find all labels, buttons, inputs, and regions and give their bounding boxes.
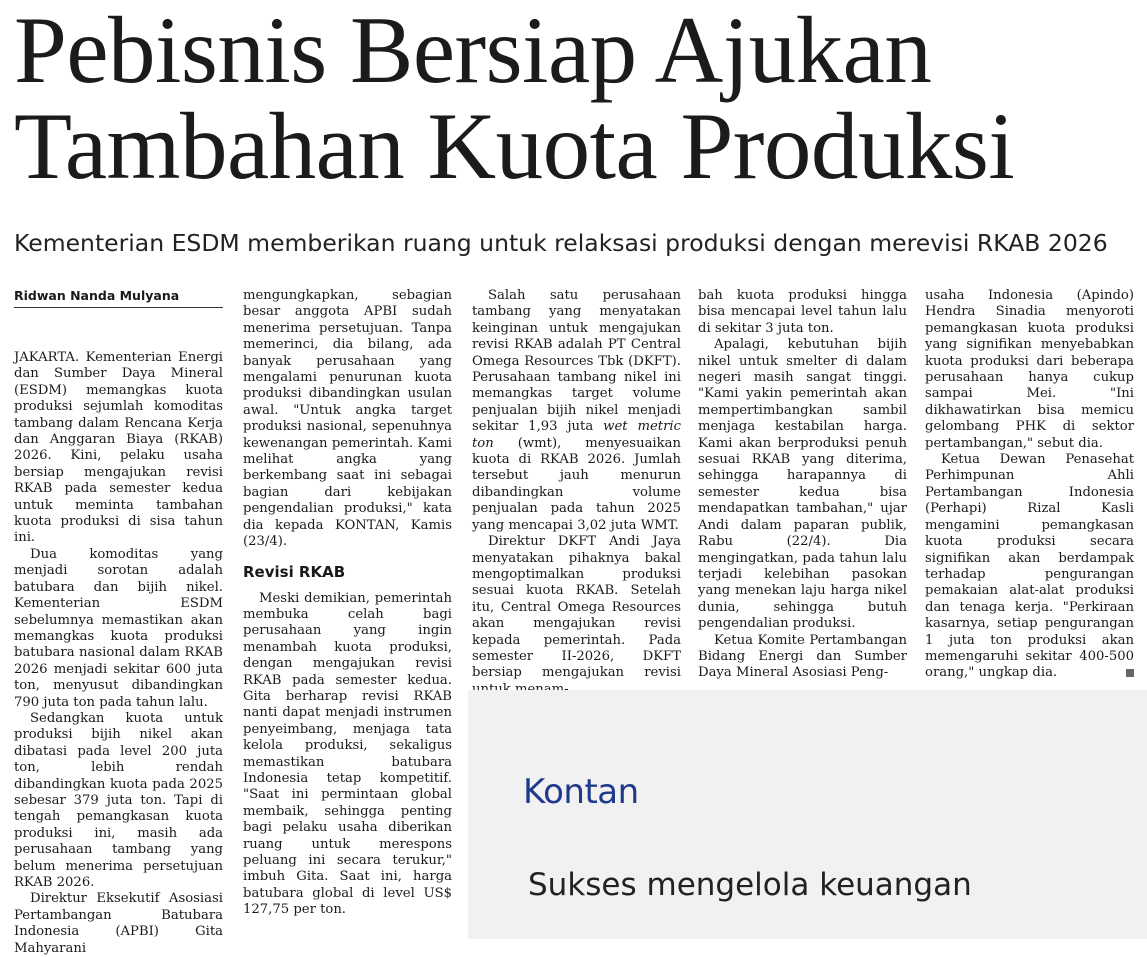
kontan-logo: Kontan bbox=[523, 772, 639, 812]
paragraph: Direktur DKFT Andi Jaya menyatakan pihaknya bakal mengoptimalkan produksi sesuai kuota RKAB. Setelah itu, Central Omega Resources akan mengajukan revisi kepada pemerintah. Pada semester II-2026, DKFT bersiap mengajukan revisi bbox=[472, 534, 681, 681]
italic-term: wet metric ton bbox=[472, 419, 681, 451]
article-column-2 bbox=[243, 288, 452, 919]
paragraph: Apalagi, kebutuhan bijih nikel untuk smelter di dalam negeri masih sangat tinggi. "Kami yakin pemerintah akan mempertimbangkan sambil menjaga kestabilan harga. Kami akan berproduksi penuh sesuai RKAB yang diterima, sehingga harapannya di semester kedua bisa mendapatkan tambahan," ujar Andi dalam paparan publik, Rabu (22/4). Dia mengingatkan, pada tahun lalu terjadi kelebihan pasokan yang menekan laju harga nikel dunia, sehingga butuh pengendalian produksi. bbox=[698, 337, 907, 632]
article-column-3 bbox=[472, 288, 681, 698]
advertisement[interactable] bbox=[468, 690, 1147, 939]
text-run: Salah satu perusahaan tambang yang menyatakan keinginan untuk mengajukan revisi RKAB adalah PT Central Omega Resources Tbk (DKFT). Perusahaan tambang nikel ini memangkas target volume penjualan bijih nikel menjadi sekitar 1,93 juta bbox=[472, 288, 681, 435]
paragraph: Dua komoditas yang menjadi sorotan adalah batubara dan bijih nikel. Kementerian ESDM sebelumnya memastikan akan memangkas kuota produksi batubara nasional dalam RKAB 2026 menjadi sekitar 600 juta ton, menyusut dibandingkan 790 juta ton pada tahun lalu. bbox=[14, 546, 223, 710]
text-run: Ketua Dewan Penasehat Perhimpunan Ahli Pertambangan Indonesia (Perhapi) Rizal Kasli mengamini pemangkasan kuota produksi secara signifikan akan berdampak terhadap pengurangan pemakaian alat-alat produksi dan tenaga kerja. "Perkiraan kasarnya, setiap pengurangan 1 juta ton produksi akan memengaruhi sekitar 400-500 orang," ungkap dia. bbox=[925, 452, 1134, 681]
section-heading: Revisi RKAB bbox=[243, 562, 346, 581]
ad-tagline: Sukses mengelola keuangan bbox=[528, 867, 972, 903]
headline bbox=[14, 0, 1134, 199]
paragraph: Sedangkan kuota untuk produksi bijih nikel akan dibatasi pada level 200 juta ton, lebih rendah dibandingkan kuota pada 2025 sebesar 379 juta ton. Tapi di tengah pemangkasan kuota produksi ini, masih ada perusahaan tambang yang belum menerima persetujuan RKAB 2026. bbox=[14, 710, 223, 890]
paragraph: bah kuota produksi hingga bisa mencapai level tahun lalu di sekitar 3 juta ton. bbox=[698, 288, 907, 336]
paragraph bbox=[472, 288, 681, 534]
subheadline: Kementerian ESDM memberikan ruang untuk relaksasi produksi dengan merevisi RKAB 2026 bbox=[14, 229, 1108, 257]
article-column-4 bbox=[698, 288, 907, 682]
paragraph: Ketua Komite Pertambangan Bidang Energi dan Sumber Daya Mineral Asosiasi Peng- bbox=[698, 632, 907, 681]
byline: Ridwan Nanda Mulyana bbox=[14, 288, 223, 308]
paragraph: JAKARTA. Kementerian Energi dan Sumber Daya Mineral (ESDM) memangkas kuota produksi sejumlah komoditas tambang dalam Rencana Kerja dan Anggaran Biaya (RKAB) 2026. Kini, pelaku usaha bersiap mengajukan revisi RKAB pada semester kedua untuk meminta tambahan kuota produksi di sisa tahun ini. bbox=[14, 350, 223, 546]
end-mark-icon bbox=[1126, 669, 1134, 677]
article-column-1 bbox=[14, 288, 223, 957]
paragraph: usaha Indonesia (Apindo) Hendra Sinadia menyoroti pemangkasan kuota produksi yang signifikan menyebabkan kuota produksi dari beberapa perusahaan hanya cukup sampai Mei. "Ini dikhawatirkan bisa memicu gelombang PHK di sektor pertambangan," sebut dia. bbox=[925, 288, 1134, 451]
headline-line-2: Tambahan Kuota Produksi bbox=[14, 93, 1015, 199]
paragraph: mengungkapkan, sebagian besar anggota APBI sudah menerima persetujuan. Tanpa memerinci, dia bilang, ada banyak perusahaan yang mengalami penurunan kuota produksi dibandingkan usulan awal. "Untuk angka target produksi nasional, sepenuhnya kewenangan pemerintah. Kami melihat angka yang berkembang saat ini sebagai bagian dari kebijakan pengendalian produksi," kata dia kepada KONTAN, Kamis (23/4). bbox=[243, 288, 452, 550]
headline-line-1: Pebisnis Bersiap Ajukan bbox=[14, 0, 932, 103]
paragraph: Meski demikian, pemerintah membuka celah bagi perusahaan yang ingin menambah kuota produksi, dengan mengajukan revisi RKAB pada semester kedua. Gita berharap revisi RKAB nanti dapat menjadi instrumen penyeimbang, menjaga tata kelola produksi, sekaligus memastikan batubara Indonesia tetap kompetitif. "Saat ini permintaan global membaik, sehingga penting bagi pelaku usaha diberikan ruang untuk merespons peluang ini secara terukur," imbuh Gita. Saat ini, harga batubara global di level US$ 127,75 per ton. bbox=[243, 590, 452, 918]
paragraph bbox=[925, 452, 1134, 682]
text-run: (wmt), menyesuaikan kuota di RKAB 2026. Jumlah tersebut jauh menurun dibandingkan volume penjualan pada tahun 2025 yang mencapai 3,02 juta WMT. bbox=[472, 435, 681, 533]
paragraph: Direktur Eksekutif Asosiasi Pertambangan Batubara Indonesia (APBI) Gita Mahyarani bbox=[14, 891, 223, 956]
article-column-5 bbox=[925, 288, 1134, 682]
